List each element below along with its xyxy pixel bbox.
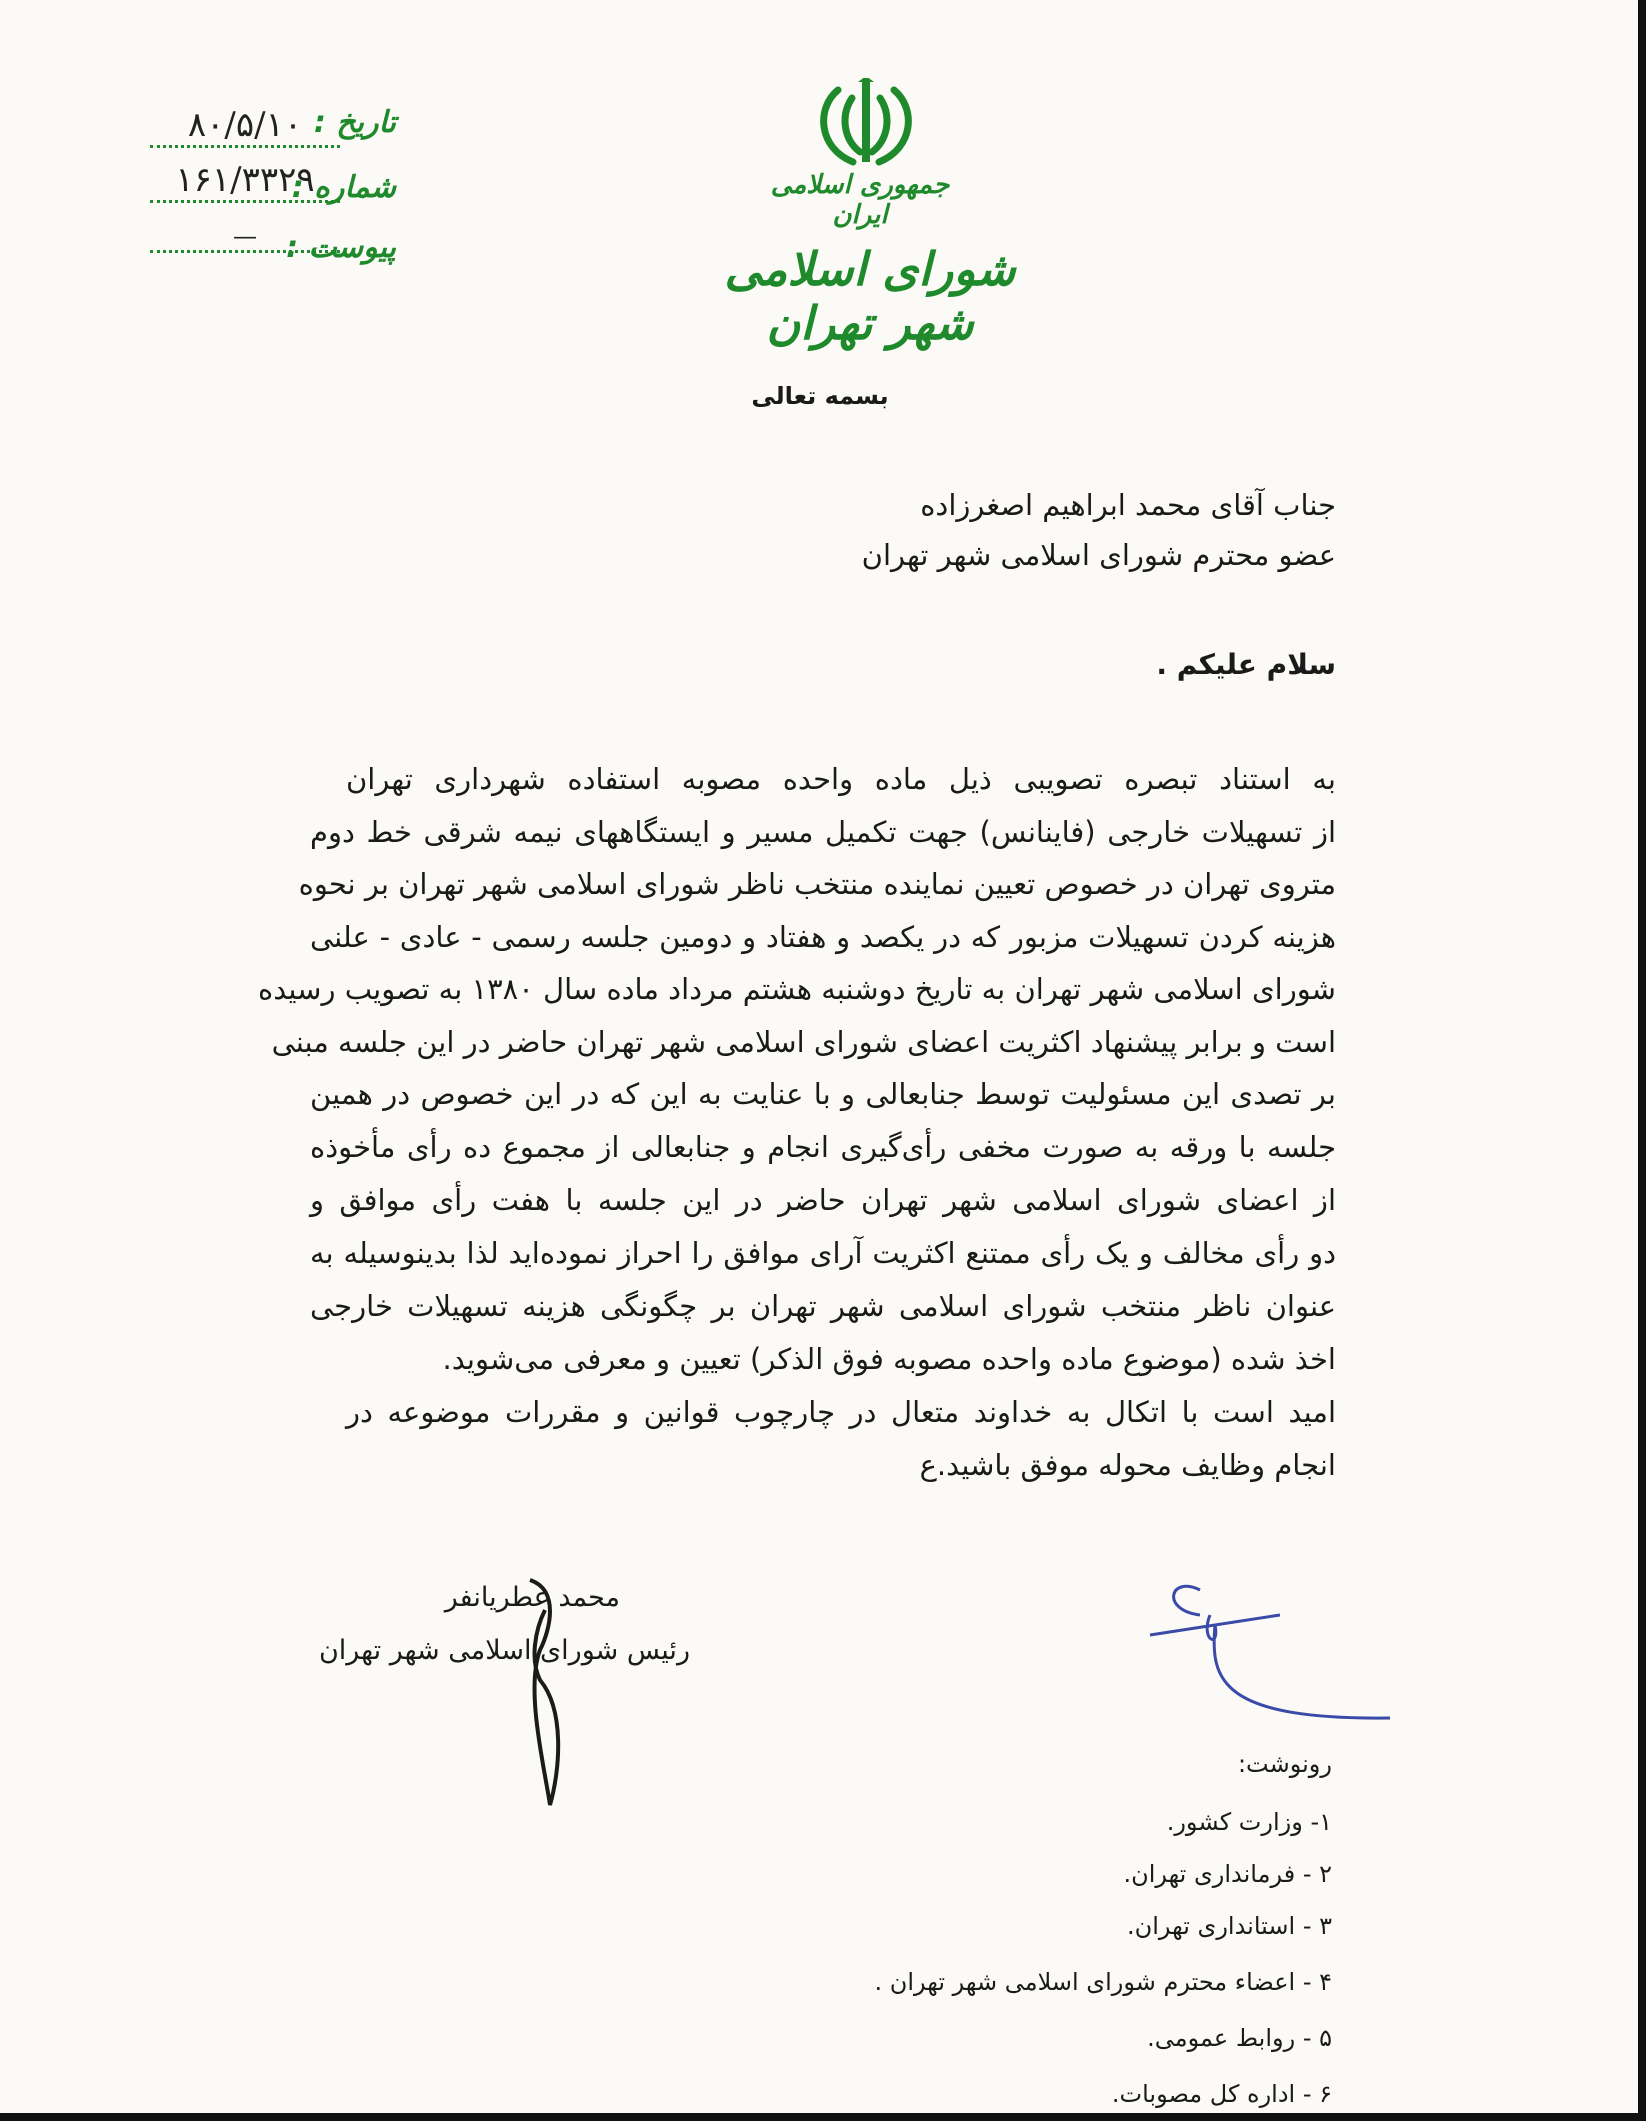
letterhead-country: جمهوری اسلامی ایران xyxy=(770,170,950,230)
number-label: شماره : xyxy=(291,170,396,205)
body-line: شورای اسلامی شهر تهران به تاریخ دوشنبه هشتم مرداد ماده سال ۱۳۸۰ به تصویب رسیده xyxy=(258,972,1336,1006)
number-value: ۱۶۱/۳۳۲۹ xyxy=(150,160,340,203)
attachment-value: — xyxy=(150,222,340,253)
body-line: انجام وظایف محوله موفق باشید.ع xyxy=(919,1448,1336,1482)
attachment-label: پیوست : xyxy=(286,230,396,265)
scan-edge-bottom xyxy=(0,2113,1646,2121)
body-line: به استناد تبصره تصویبی ذیل ماده واحده مصوبه استفاده شهرداری تهران xyxy=(346,762,1336,796)
iran-emblem-icon xyxy=(808,78,924,168)
signature-left-icon xyxy=(500,1570,590,1810)
date-value: ۸۰/۵/۱۰ xyxy=(150,105,340,148)
cc-item: ۱- وزارت کشور. xyxy=(1166,1808,1332,1836)
signature-right-icon xyxy=(1140,1570,1400,1730)
body-line: دو رأی مخالف و یک رأی ممتنع اکثریت آرای موافق را احراز نموده‌اید لذا بدینوسیله به xyxy=(310,1236,1336,1270)
addressee-title: عضو محترم شورای اسلامی شهر تهران xyxy=(861,538,1336,572)
addressee-name: جناب آقای محمد ابراهیم اصغرزاده xyxy=(920,488,1336,522)
cc-item: ۵ - روابط عمومی. xyxy=(1147,2024,1332,2052)
cc-label: رونوشت: xyxy=(1237,1750,1332,1778)
body-line: بر تصدی این مسئولیت توسط جنابعالی و با عنایت به این که در این خصوص در همین xyxy=(310,1077,1336,1111)
signatory-name: محمد عطریانفر xyxy=(444,1582,620,1613)
greeting: سلام علیکم . xyxy=(1156,648,1336,681)
cc-item: ۴ - اعضاء محترم شورای اسلامی شهر تهران . xyxy=(874,1968,1332,1996)
cc-item: ۶ - اداره کل مصوبات. xyxy=(1111,2080,1332,2108)
cc-item: ۳ - استانداری تهران. xyxy=(1127,1912,1332,1940)
body-line: امید است با اتکال به خداوند متعال در چارچوب قوانین و مقررات موضوعه در xyxy=(346,1395,1336,1429)
signatory-title: رئیس شورای اسلامی شهر تهران xyxy=(318,1635,690,1666)
body-line: جلسه با ورقه به صورت مخفی رأی‌گیری انجام و جنابعالی از مجموع ده رأی مأخوذه xyxy=(310,1130,1336,1164)
body-line: است و برابر پیشنهاد اکثریت اعضای شورای اسلامی شهر تهران حاضر در این جلسه مبنی xyxy=(271,1025,1336,1059)
body-line: از اعضای شورای اسلامی شهر تهران حاضر در این جلسه با هفت رأی موافق و xyxy=(310,1183,1336,1217)
body-line: هزینه کردن تسهیلات مزبور که در یکصد و هفتاد و دومین جلسه رسمی - عادی - علنی xyxy=(310,920,1336,954)
scan-edge-right xyxy=(1638,0,1646,2121)
letterhead-council: شورای اسلامی شهر تهران xyxy=(724,242,1016,350)
body-line: متروی تهران در خصوص تعیین نماینده منتخب ناظر شورای اسلامی شهر تهران بر نحوه xyxy=(298,867,1336,901)
body-line: اخذ شده (موضوع ماده واحده مصوبه فوق الذکر) تعیین و معرفی می‌شوید. xyxy=(442,1342,1336,1376)
body-line: عنوان ناظر منتخب شورای اسلامی شهر تهران بر چگونگی هزینه تسهیلات خارجی xyxy=(310,1289,1336,1323)
date-label: تاریخ : xyxy=(313,105,396,140)
invocation: بسمه تعالی xyxy=(751,382,889,410)
cc-item: ۲ - فرمانداری تهران. xyxy=(1123,1860,1332,1888)
body-line: از تسهیلات خارجی (فاینانس) جهت تکمیل مسیر و ایستگاههای نیمه شرقی خط دوم xyxy=(310,815,1336,849)
